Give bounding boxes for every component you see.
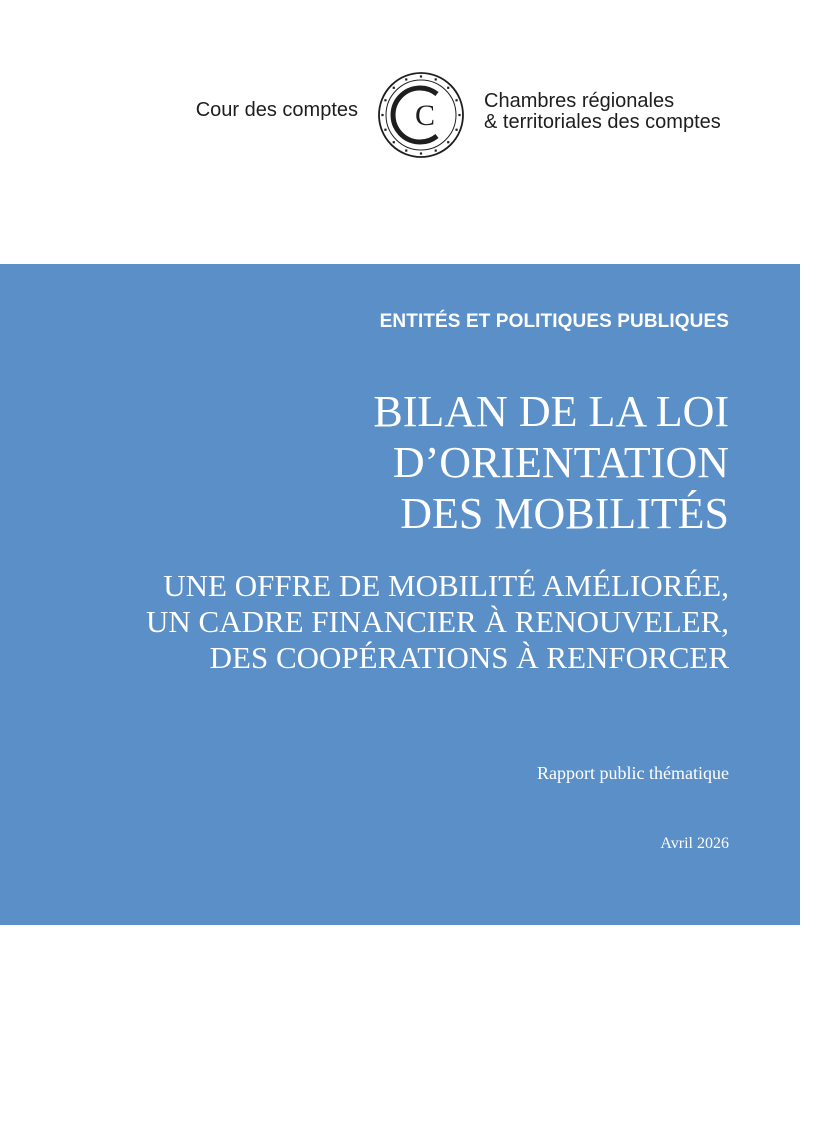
subtitle-line-2: UN CADRE FINANCIER À RENOUVELER, xyxy=(146,604,729,639)
report-title xyxy=(373,386,729,539)
org-right-line-1: Chambres régionales xyxy=(484,90,675,112)
seal-letter: C xyxy=(414,99,436,132)
seal-dot xyxy=(384,129,386,131)
seal-dot xyxy=(393,87,395,89)
publication-date: Avril 2026 xyxy=(660,835,729,852)
seal-dot xyxy=(435,78,437,80)
seal-dot xyxy=(455,99,457,101)
subtitle-line-3: DES COOPÉRATIONS À RENFORCER xyxy=(209,640,729,675)
title-line-3: DES MOBILITÉS xyxy=(400,489,729,538)
seal-dot xyxy=(447,141,449,143)
seal-dot xyxy=(405,149,407,151)
seal-dot xyxy=(455,129,457,131)
title-line-1: BILAN DE LA LOI xyxy=(373,387,729,436)
seal-dot xyxy=(420,152,422,154)
seal-dot xyxy=(447,87,449,89)
title-line-2: D’ORIENTATION xyxy=(392,438,729,487)
subtitle-line-1: UNE OFFRE DE MOBILITÉ AMÉLIORÉE, xyxy=(163,568,729,603)
org-right-line-2: & territoriales des comptes xyxy=(484,111,721,133)
seal-dot xyxy=(393,141,395,143)
cour-des-comptes-label: Cour des comptes xyxy=(195,99,358,121)
seal-dot xyxy=(405,78,407,80)
seal-dot xyxy=(435,149,437,151)
cour-des-comptes-seal-icon xyxy=(376,70,466,160)
chambres-regionales-label xyxy=(484,91,721,133)
seal-dot xyxy=(458,114,460,116)
seal-dot xyxy=(384,99,386,101)
seal-dot xyxy=(420,75,422,77)
report-subtitle xyxy=(146,568,729,676)
seal-dot xyxy=(381,114,383,116)
cover-band xyxy=(0,264,800,925)
document-type: Rapport public thématique xyxy=(537,763,729,783)
collection-label: ENTITÉS ET POLITIQUES PUBLIQUES xyxy=(379,311,729,332)
report-header xyxy=(0,0,840,264)
